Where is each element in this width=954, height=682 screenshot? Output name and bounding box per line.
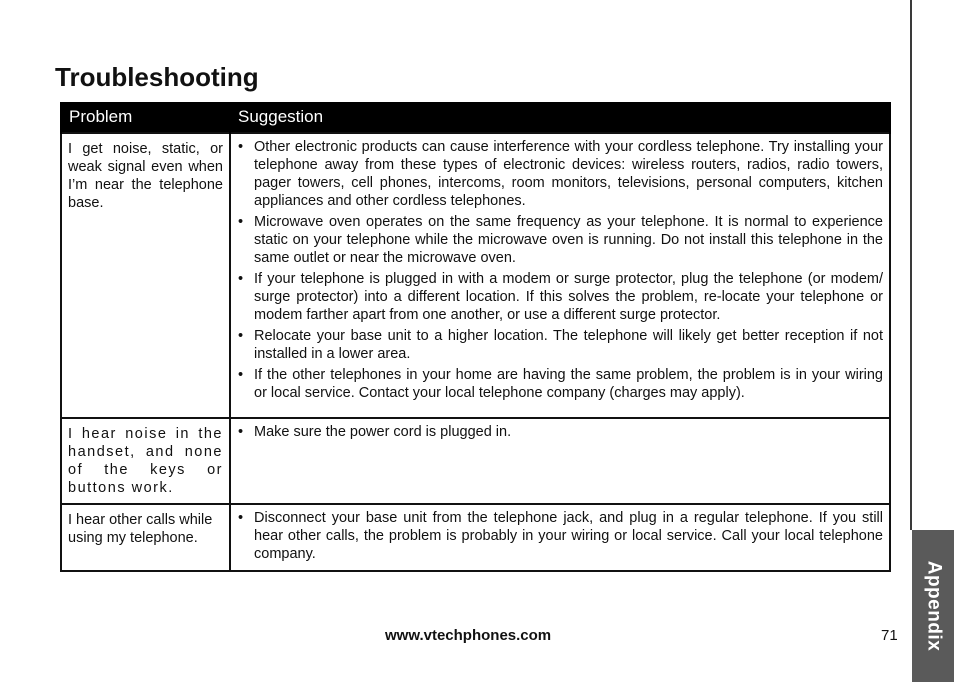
problem-cell: I get noise, static, or weak signal even when I’m near the telephone base. (61, 133, 230, 418)
suggestion-cell (230, 418, 890, 504)
table-row (61, 133, 890, 418)
suggestion-cell (230, 504, 890, 571)
suggestion-list (237, 509, 883, 563)
suggestion-list (237, 423, 883, 441)
troubleshooting-table (60, 102, 891, 572)
page-title: Troubleshooting (55, 62, 259, 92)
suggestion-list (237, 138, 883, 402)
suggestion-item: • Make sure the power cord is plugged in. (237, 423, 883, 441)
appendix-section-tab[interactable] (912, 530, 954, 682)
problem-cell: I hear noise in the handset, and none of the keys or buttons work. (61, 418, 230, 504)
table-row (61, 504, 890, 571)
table-header-row (61, 102, 890, 133)
suggestion-item: • Relocate your base unit to a higher location. The telephone will likely get better reception if not installed in a lower area. (237, 327, 883, 363)
suggestion-item: • If your telephone is plugged in with a modem or surge protector, plug the telephone (or modem/ surge protector) into a different location. If this solves the problem, re-locate your telephone or modem farther apart from one another, or use a different surge protector. (237, 270, 883, 324)
suggestion-item: • If the other telephones in your home are having the same problem, the problem is in your wiring or local service. Contact your local telephone company (charges may apply). (237, 366, 883, 402)
page-number: 71 (881, 627, 898, 644)
appendix-tab-label: Appendix (923, 560, 944, 652)
suggestion-item: • Microwave oven operates on the same frequency as your telephone. It is normal to experience static on your telephone while the microwave oven is running. Do not install this telephone in the same outlet or near the microwave oven. (237, 213, 883, 267)
suggestion-cell (230, 133, 890, 418)
table-row (61, 418, 890, 504)
problem-cell: I hear other calls while using my telephone. (61, 504, 230, 571)
appendix-tab-label-wrap (912, 530, 954, 682)
suggestion-item: • Disconnect your base unit from the telephone jack, and plug in a regular telephone. If you still hear other calls, the problem is probably in your wiring or local service. Call your local telephone company. (237, 509, 883, 563)
footer-website-link[interactable]: www.vtechphones.com (385, 627, 552, 644)
header-problem: Problem (61, 102, 230, 133)
side-divider (910, 0, 912, 530)
header-suggestion: Suggestion (230, 102, 890, 133)
suggestion-item: • Other electronic products can cause interference with your cordless telephone. Try installing your telephone away from these types of electronic devices: wireless routers, radios, radio towers, pager towers, cell phones, intercoms, room monitors, televisions, personal computers, kitchen appliances and other cordless telephones. (237, 138, 883, 210)
